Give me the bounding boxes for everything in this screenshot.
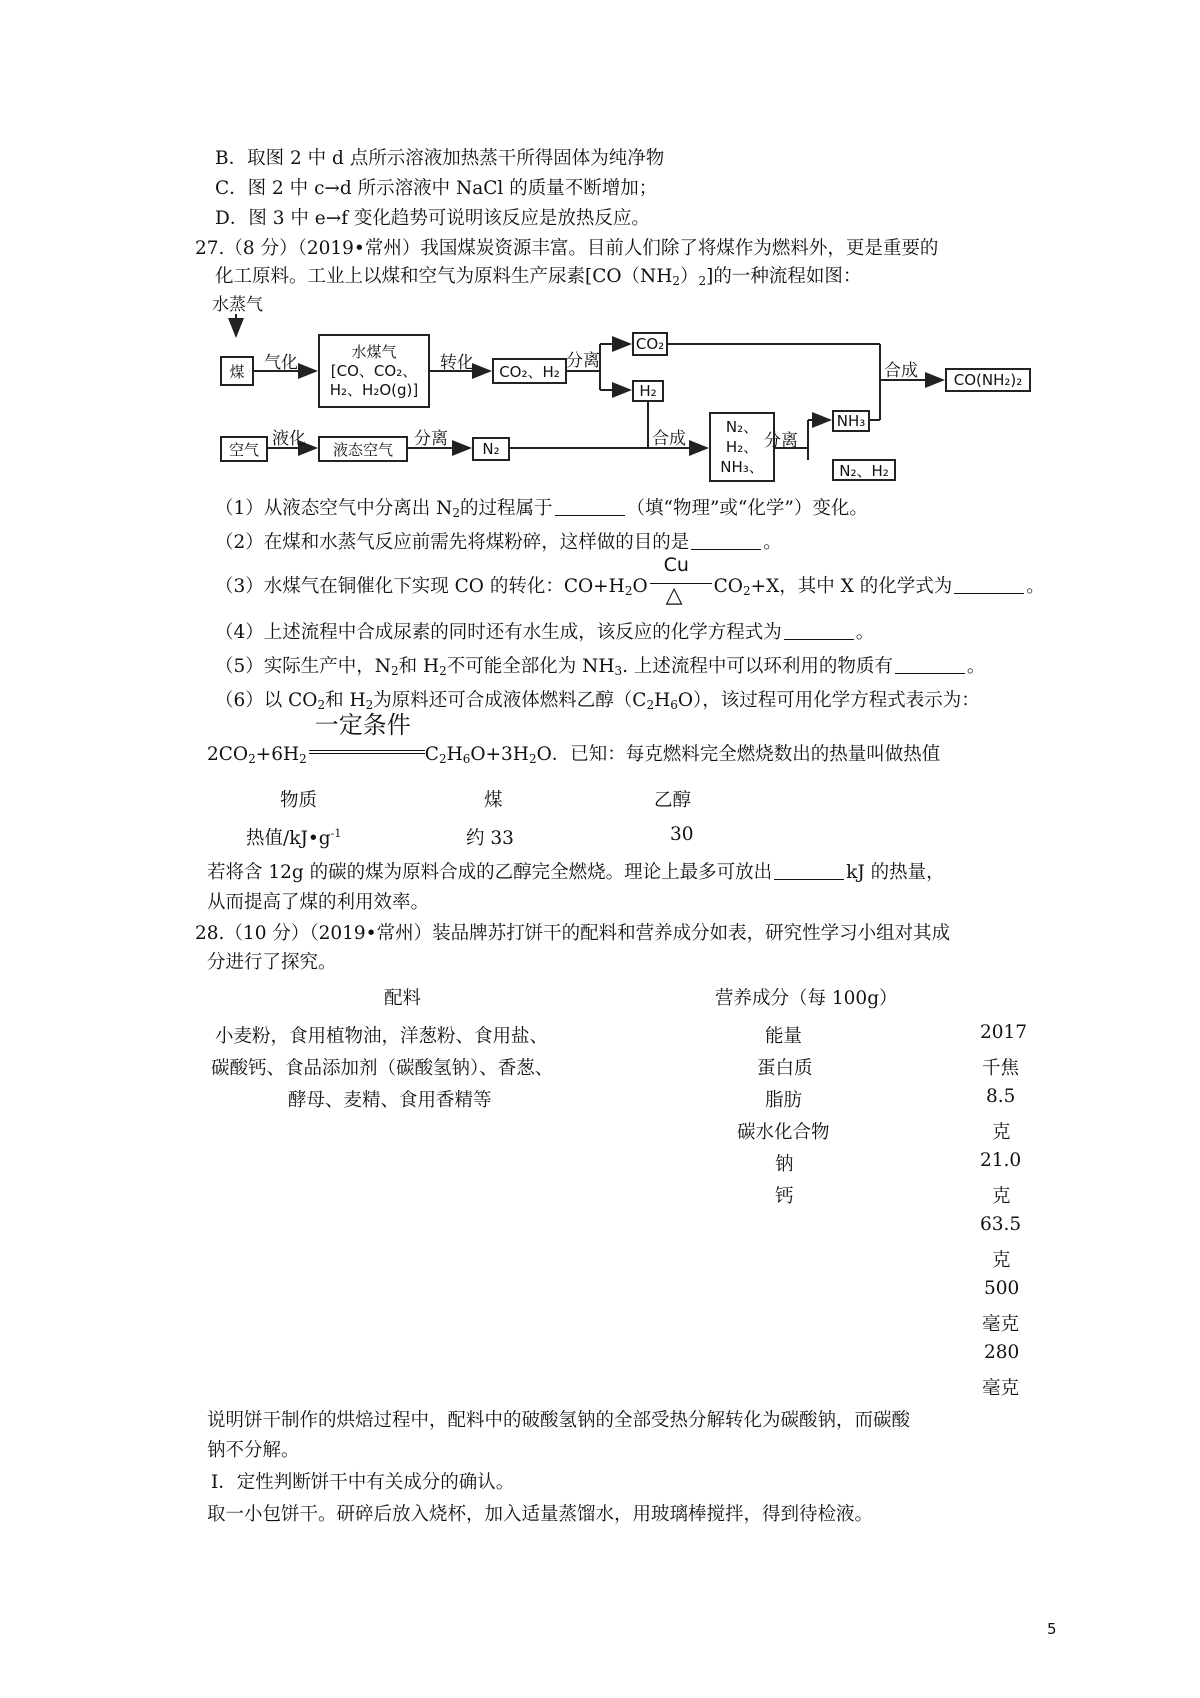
box-co2-h2: CO₂、H₂ (492, 358, 567, 384)
q27-part-2: （2）在煤和水蒸气反应前需先将煤粉碎，这样做的目的是 。 (215, 532, 782, 553)
option-b: B．取图 2 中 d 点所示溶液加热蒸干所得固体为纯净物 (215, 148, 665, 169)
reaction-condition-cu: Cu △ (648, 574, 714, 594)
nutrient-value: 克 (992, 1186, 1011, 1207)
nutrient-value: 500 (984, 1278, 1020, 1299)
nutrient-value: 克 (992, 1250, 1011, 1271)
nutrient-value: 63.5 (980, 1214, 1022, 1235)
nutrient-value: 克 (992, 1122, 1011, 1143)
table-header-coal: 煤 (484, 790, 503, 811)
label-separate-1: 分离 (566, 351, 600, 371)
q27-heading-2: 化工原料。工业上以煤和空气为原料生产尿素$[CO(NH_2)_2]$的一种流程如图： (215, 266, 862, 288)
nutrient-name: 钙 (775, 1186, 794, 1207)
table-row-label: 热值$/kJ•g^{-1}$ (246, 827, 342, 849)
answer-blank[interactable] (784, 621, 854, 640)
answer-blank[interactable] (555, 497, 625, 516)
label-separate-2: 分离 (414, 429, 448, 449)
nutrient-value: 毫克 (982, 1314, 1020, 1335)
label-synth-1: 合成 (884, 361, 918, 381)
box-urea: CO(NH₂)₂ (945, 368, 1031, 392)
nutrient-value: 8.5 (986, 1086, 1016, 1107)
nutrient-name: 蛋白质 (757, 1058, 813, 1079)
label-steam: 水蒸气 (212, 295, 263, 315)
answer-blank[interactable] (895, 655, 965, 674)
answer-blank[interactable] (954, 575, 1024, 594)
nutrient-name: 脂肪 (765, 1090, 803, 1111)
box-air: 空气 (220, 436, 268, 462)
option-c: C．图 2 中 c→d 所示溶液中 NaCl 的质量不断增加； (215, 178, 658, 199)
nutrient-value: 21.0 (980, 1150, 1022, 1171)
nutrient-value: 280 (984, 1342, 1020, 1363)
box-co2: CO₂ (632, 332, 668, 356)
q27-part-5: （5）实际生产中，$N_2$和 $H_2$不可能全部化为 $NH_3$. 上述流程中可以环利用的物质有 。 (215, 656, 986, 678)
label-gasify: 气化 (264, 353, 298, 373)
nutrient-name: 钠 (775, 1154, 794, 1175)
box-n2-h2: N₂、H₂ (832, 459, 896, 481)
nutrient-name: 碳水化合物 (737, 1122, 830, 1143)
table-header-substance: 物质 (280, 790, 318, 811)
box-h2: H₂ (632, 380, 664, 402)
box-nh3: NH₃ (832, 410, 870, 432)
q28-note: 说明饼干制作的烘焙过程中，配料中的破酸氢钠的全部受热分解转化为碳酸钠，而碳酸 (207, 1410, 911, 1431)
q28-part-1-heading: Ⅰ．定性判断饼干中有关成分的确认。 (211, 1472, 515, 1493)
ingredients-line: 酵母、麦精、食用香精等 (288, 1090, 492, 1111)
nutrient-value: 2017 (980, 1022, 1028, 1043)
q28-heading: 28.（10 分）（2019•常州）装品牌苏打饼干的配料和营养成分如表，研究性学习小组对其成 (195, 923, 951, 944)
nutrient-name: 能量 (765, 1026, 803, 1047)
answer-blank[interactable] (691, 531, 761, 550)
q27-part-6: （6）以 $CO_2$和 $H_2$为原料还可合成液体燃料乙醇$(C_2H_6O)$，该过程可用化学方程式表示为： (215, 690, 980, 712)
q27-part-1: （1）从液态空气中分离出 $N_2$的过程属于 （填“物理”或“化学”）变化。 (215, 498, 868, 520)
page-number: 5 (1047, 1620, 1057, 1638)
nutrient-value: 千焦 (982, 1058, 1020, 1079)
q28-note-2: 钠不分解。 (207, 1440, 300, 1461)
q27-part-3: （3）水煤气在铜催化下实现 CO 的转化：$CO+H_2O$ Cu △ $CO_2+X$，其中 X 的化学式为 。 (215, 554, 1045, 608)
process-flow-diagram (0, 0, 1200, 480)
label-synth-2: 合成 (652, 429, 686, 449)
nutrient-value: 毫克 (982, 1378, 1020, 1399)
nutrition-header: 营养成分（每 100g） (715, 988, 898, 1009)
ingredients-line: 碳酸钙、食品添加剂（碳酸氢钠）、香葱、 (211, 1058, 554, 1079)
q28-heading-2: 分进行了探究。 (207, 952, 337, 973)
reaction-condition-box: 一定条件 (307, 742, 425, 762)
ingredients-line: 小麦粉，食用植物油，洋葱粉、食用盐、 (215, 1026, 549, 1047)
q27-equation: $2CO_2+6H_2$ 一定条件 $C_2H_6O+3H_2O$．已知：每克燃料完全燃烧数出的热量叫做热值 (207, 711, 941, 766)
option-d: D．图 3 中 e→f 变化趋势可说明该反应是放热反应。 (215, 208, 650, 229)
box-liquid-air: 液态空气 (318, 436, 408, 462)
q27-part-6-question: 若将含 12g 的碳的煤为原料合成的乙醇完全燃烧。理论上最多可放出 kJ 的热量， (207, 862, 945, 883)
q28-part-1-text: 取一小包饼干。研碎后放入烧杯，加入适量蒸馏水，用玻璃棒搅拌，得到待检液。 (207, 1504, 874, 1525)
box-water-gas: 水煤气 [CO、CO₂、 H₂、H₂O(g)] (318, 334, 430, 408)
q27-heading: 27.（8 分）（2019•常州）我国煤炭资源丰富。目前人们除了将煤作为燃料外，更是重要的 (195, 238, 939, 259)
table-cell-coal: 约 33 (466, 828, 514, 849)
answer-blank[interactable] (774, 861, 844, 880)
table-cell-ethanol: 30 (670, 824, 694, 845)
table-header-ethanol: 乙醇 (654, 790, 692, 811)
ingredients-header: 配料 (384, 988, 422, 1009)
label-convert: 转化 (440, 353, 474, 373)
label-liquefy: 液化 (272, 429, 306, 449)
box-coal: 煤 (220, 356, 254, 386)
label-separate-3: 分离 (764, 431, 798, 451)
box-n2: N₂ (472, 437, 510, 461)
box-mixture: N₂、 H₂、 NH₃、 (709, 412, 775, 482)
q27-part-6-question-2: 从而提高了煤的利用效率。 (207, 892, 430, 913)
q27-part-4: （4）上述流程中合成尿素的同时还有水生成，该反应的化学方程式为 。 (215, 622, 875, 643)
